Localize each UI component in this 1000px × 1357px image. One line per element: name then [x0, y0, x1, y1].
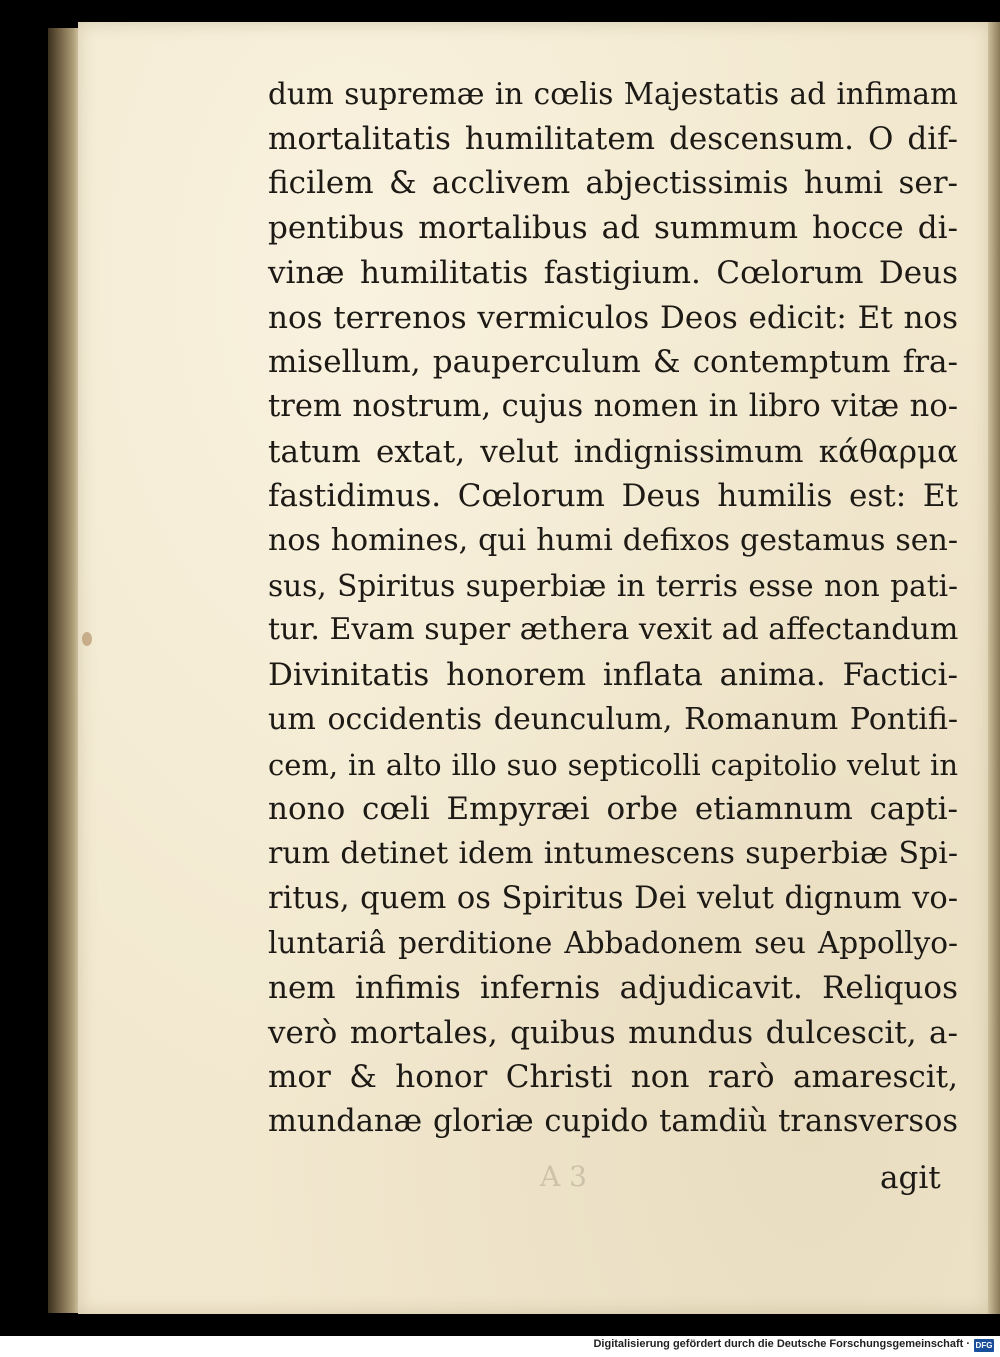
text-line: nono cœli Empyræi orbe etiamnum capti- [268, 791, 958, 828]
dfg-logo-icon: DFG [975, 1341, 993, 1350]
text-line: nem infimis infernis adjudicavit. Reliquos [268, 970, 958, 1007]
text-line: mortalitatis humilitatem descensum. O dif- [268, 120, 958, 157]
page-edge [988, 22, 1000, 1314]
text-line: nos homines, qui humi defixos gestamus sen- [268, 523, 958, 559]
text-line: ritus, quem os Spiritus Dei velut dignum vo- [268, 880, 958, 916]
text-line: trem nostrum, cujus nomen in libro vitæ no- [268, 388, 958, 424]
footer-bar [0, 1336, 1000, 1357]
text-line: nos terrenos vermiculos Deos edicit: Et nos [268, 299, 958, 336]
text-line: misellum, pauperculum & contemptum fra- [268, 344, 958, 381]
text-line: sus, Spiritus superbiæ in terris esse non pati- [268, 568, 958, 603]
text-line: dum supremæ in cœlis Majestatis ad infimam [268, 77, 958, 111]
text-line: um occidentis deunculum, Romanum Pontifi- [268, 701, 958, 737]
footer-credit: Digitalisierung gefördert durch die Deutsche Forschungsgemeinschaft · [593, 1338, 970, 1350]
text-line: rum detinet idem intumescens superbiæ Spi- [268, 835, 958, 871]
text-line: ficilem & acclivem abjectissimis humi ser- [268, 165, 958, 202]
text-line: pentibus mortalibus ad summum hocce di- [268, 210, 958, 247]
signature-mark: A 3 [540, 1160, 587, 1193]
text-line: vinæ humilitatis fastigium. Cœlorum Deus [268, 254, 958, 291]
text-line: mundanæ gloriæ cupido tamdiù transversos [268, 1104, 958, 1140]
text-line: tatum extat, velut indignissimum κάθαρμα [268, 433, 958, 470]
body-text [268, 72, 958, 1145]
text-line: tur. Evam super æthera vexit ad affectandum [268, 612, 959, 648]
text-line: verò mortales, quibus mundus dulcescit, a- [268, 1014, 958, 1051]
text-line: luntariâ perditione Abbadonem seu Appollyo- [268, 926, 958, 961]
book-gutter [48, 28, 80, 1313]
paper-stain [82, 632, 92, 646]
catchword: agit [880, 1160, 941, 1196]
text-line: fastidimus. Cœlorum Deus humilis est: Et [268, 478, 958, 515]
text-line: cem, in alto illo suo septicolli capitolio velut in [268, 747, 958, 782]
text-line: mor & honor Christi non rarò amarescit, [268, 1059, 958, 1096]
text-line: Divinitatis honorem inflata anima. Factici- [268, 657, 958, 694]
